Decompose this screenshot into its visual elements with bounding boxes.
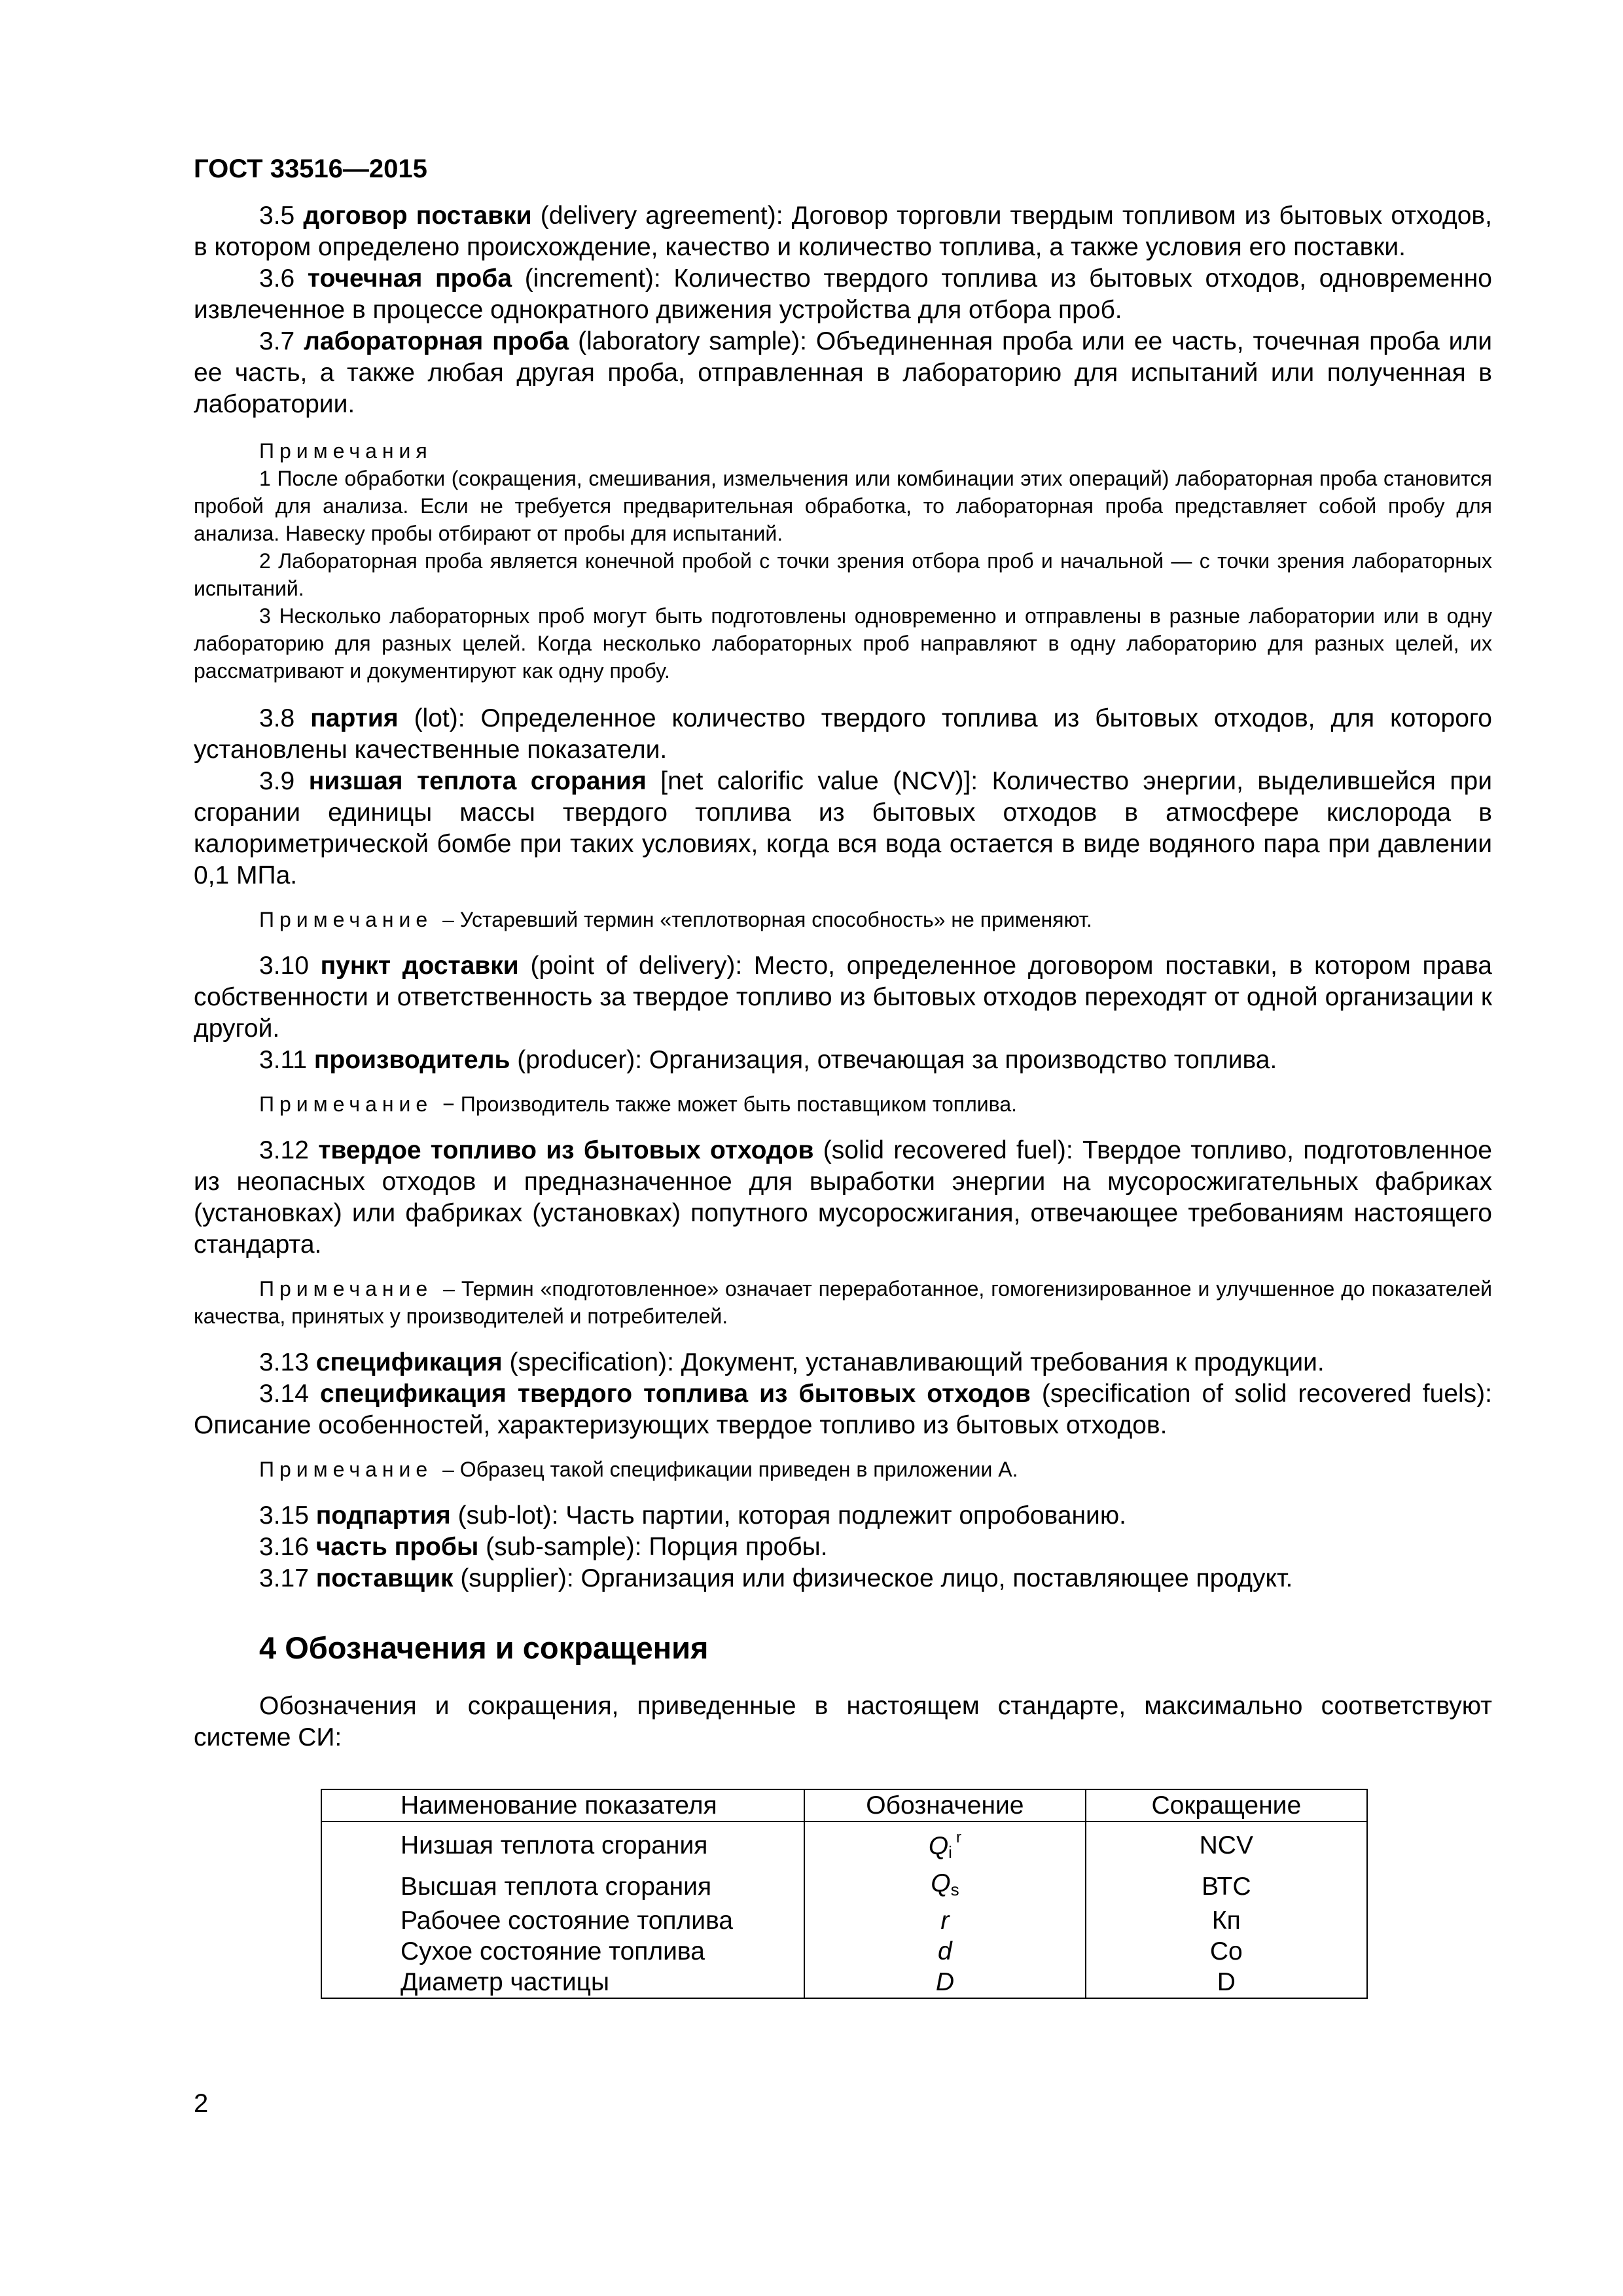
table-cell-symbol: [804, 1936, 1085, 1967]
term-name: поставщик: [315, 1564, 454, 1592]
term-definition: (producer): Организация, отвечающая за производство топлива.: [510, 1046, 1277, 1074]
note-item: 1 После обработки (сокращения, смешивания, измельчения или комбинации этих операций) лабораторная проба становится пробой для анализа. Если не требуется предварительная обработка, то лабораторная проба представляет собой пробу для анализа. Навеску пробы отбирают от пробы для испытаний.: [194, 467, 1492, 545]
page-number: 2: [194, 2089, 209, 2118]
note-3-11: [194, 1090, 1492, 1118]
note-item: 3 Несколько лабораторных проб могут быть подготовлены одновременно и отправлены в разные лаборатории или в одну лабораторию для разных целей. Когда несколько лабораторных проб направляют в одну лабораторию для разных целей, их рассматривают и документируют как одну пробу.: [194, 604, 1492, 683]
table-row: [321, 1905, 1367, 1936]
symbol-letter: Q: [928, 1832, 949, 1860]
term-3-5: [194, 200, 1492, 263]
term-3-8: [194, 703, 1492, 766]
term-name: точечная проба: [307, 264, 512, 293]
term-3-9: [194, 766, 1492, 891]
term-3-10: [194, 950, 1492, 1045]
table-header-row: [321, 1789, 1367, 1821]
term-name: спецификация: [315, 1348, 503, 1376]
table-cell-symbol: [804, 1905, 1085, 1936]
symbols-table: [321, 1789, 1368, 1999]
table-cell-name: Диаметр частицы: [321, 1967, 804, 1998]
term-definition: (increment): Количество твердого топлива из бытовых отходов, одновременно извлеченное в процессе однократного движения устройства для отбора проб.: [194, 264, 1492, 324]
note-text: − Производитель также может быть поставщиком топлива.: [437, 1092, 1017, 1116]
term-definition: (specification of solid recovered fuels): Описание особенностей, характеризующих твердое топливо из бытовых отходов.: [194, 1380, 1492, 1439]
note-label: Примечание: [259, 908, 433, 931]
term-definition: (specification): Документ, устанавливающий требования к продукции.: [502, 1348, 1325, 1376]
document-body: [194, 200, 1492, 1999]
term-number: 3.16: [259, 1533, 316, 1561]
term-3-17: [194, 1563, 1492, 1594]
symbol-letter: D: [935, 1968, 954, 1996]
term-number: 3.9: [259, 767, 309, 795]
table-cell-name: Рабочее состояние топлива: [321, 1905, 804, 1936]
term-3-11: [194, 1045, 1492, 1076]
term-number: 3.8: [259, 704, 311, 732]
table-header-cell: Сокращение: [1086, 1789, 1367, 1821]
term-number: 3.5: [259, 202, 304, 230]
section-heading: 4 Обозначения и сокращения: [259, 1630, 709, 1665]
symbol-letter: d: [938, 1937, 952, 1965]
symbol-superscript: r: [955, 1829, 961, 1846]
term-number: 3.15: [259, 1501, 316, 1530]
note-text: – Устаревший термин «теплотворная способность» не применяют.: [437, 908, 1092, 931]
term-3-15: [194, 1500, 1492, 1532]
table-cell-name: Высшая теплота сгорания: [321, 1868, 804, 1905]
term-number: 3.10: [259, 952, 321, 980]
table-cell-name: Сухое состояние топлива: [321, 1936, 804, 1967]
term-name: подпартия: [315, 1501, 451, 1530]
term-name: пункт доставки: [320, 952, 519, 980]
term-name: договор поставки: [303, 202, 532, 230]
term-name: партия: [310, 704, 399, 732]
note-label: Примечание: [259, 1458, 433, 1481]
term-number: 3.14: [259, 1380, 320, 1408]
table-row: [321, 1967, 1367, 1998]
term-name: лабораторная проба: [304, 327, 569, 355]
notes-block: [194, 437, 1492, 685]
table-cell-abbr: Со: [1086, 1936, 1367, 1967]
term-3-16: [194, 1532, 1492, 1563]
symbol-subscript: i: [948, 1842, 952, 1862]
term-3-14: [194, 1378, 1492, 1441]
term-3-7: [194, 326, 1492, 420]
term-number: 3.6: [259, 264, 308, 293]
section-intro: Обозначения и сокращения, приведенные в настоящем стандарте, максимально соответствуют системе СИ:: [194, 1692, 1492, 1751]
table-cell-abbr: Кп: [1086, 1905, 1367, 1936]
note-text: – Термин «подготовленное» означает переработанное, гомогенизированное и улучшенное до показателей качества, принятых у производителей и потребителей.: [194, 1277, 1492, 1328]
note-3-12: [194, 1275, 1492, 1330]
term-definition: (sub-sample): Порция пробы.: [478, 1533, 828, 1561]
term-3-12: [194, 1135, 1492, 1261]
note-label: Примечание: [259, 1092, 433, 1116]
term-definition: (sub-lot): Часть партии, которая подлежит опробованию.: [450, 1501, 1126, 1530]
note-text: – Образец такой спецификации приведен в приложении А.: [437, 1458, 1018, 1481]
table-cell-symbol: [804, 1821, 1085, 1868]
term-3-13: [194, 1347, 1492, 1378]
term-number: 3.17: [259, 1564, 316, 1592]
table-row: [321, 1936, 1367, 1967]
term-3-6: [194, 263, 1492, 326]
table-cell-abbr: D: [1086, 1967, 1367, 1998]
table-row: [321, 1868, 1367, 1905]
table-header-cell: Наименование показателя: [321, 1789, 804, 1821]
note-3-9: [194, 906, 1492, 933]
table-cell-abbr: NCV: [1086, 1821, 1367, 1868]
table-cell-name: Низшая теплота сгорания: [321, 1821, 804, 1868]
note-item: 2 Лабораторная проба является конечной пробой с точки зрения отбора проб и начальной — с точки зрения лабораторных испытаний.: [194, 549, 1492, 600]
term-name: производитель: [313, 1046, 510, 1074]
note-3-14: [194, 1456, 1492, 1483]
term-definition: (delivery agreement): Договор торговли твердым топливом из бытовых отходов, в котором определено происхождение, качество и количество топлива, а также условия его поставки.: [194, 202, 1492, 261]
table-row: [321, 1821, 1367, 1868]
symbol-letter: r: [940, 1907, 950, 1935]
symbol-letter: Q: [931, 1869, 951, 1897]
term-definition: (laboratory sample): Объединенная проба или ее часть, точечная проба или ее часть, а также любая другая проба, отправленная в лабораторию для испытаний или полученная в лаборатории.: [194, 327, 1492, 418]
term-number: 3.11: [259, 1046, 314, 1074]
term-number: 3.12: [259, 1136, 319, 1164]
term-name: твердое топливо из бытовых отходов: [318, 1136, 814, 1164]
term-definition: (supplier): Организация или физическое лицо, поставляющее продукт.: [453, 1564, 1293, 1592]
table-cell-symbol: [804, 1967, 1085, 1998]
term-definition: (point of delivery): Место, определенное договором поставки, в котором права собственности и ответственность за твердое топливо из бытовых отходов переходят от одной организации к другой.: [194, 952, 1492, 1043]
term-number: 3.7: [259, 327, 304, 355]
document-header: ГОСТ 33516—2015: [194, 154, 427, 183]
term-name: спецификация твердого топлива из бытовых отходов: [319, 1380, 1031, 1408]
table-cell-symbol: [804, 1868, 1085, 1905]
term-definition: (solid recovered fuel): Твердое топливо, подготовленное из неопасных отходов и предназначенное для выработки энергии на мусоросжигательных фабриках (установках) или фабриках (установках) попутного мусоросжигания, отвечающее требованиям настоящего стандарта.: [194, 1136, 1492, 1259]
notes-title: Примечания: [259, 439, 433, 463]
table-header-cell: Обозначение: [804, 1789, 1085, 1821]
term-number: 3.13: [259, 1348, 316, 1376]
term-name: низшая теплота сгорания: [308, 767, 647, 795]
term-definition: (lot): Определенное количество твердого топлива из бытовых отходов, для которого установлены качественные показатели.: [194, 704, 1492, 764]
term-name: часть пробы: [315, 1533, 479, 1561]
note-label: Примечание: [259, 1277, 433, 1300]
table-cell-abbr: ВТС: [1086, 1868, 1367, 1905]
term-definition: [net calorific value (NCV)]: Количество энергии, выделившейся при сгорании единицы массы твердого топлива из бытовых отходов в атмосфере кислорода в калориметрической бомбе при таких условиях, когда вся вода остается в виде водяного пара при давлении 0,1 МПа.: [194, 767, 1492, 889]
symbol-subscript: s: [950, 1880, 959, 1899]
